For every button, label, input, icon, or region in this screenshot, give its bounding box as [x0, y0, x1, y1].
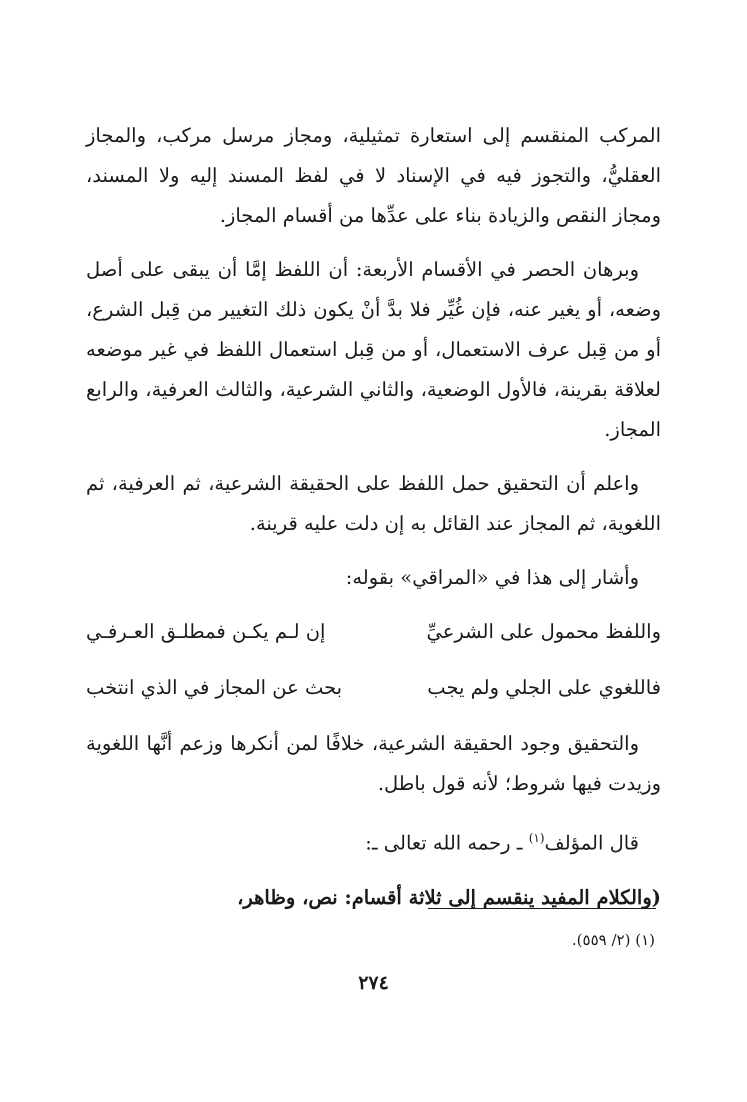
paragraph-7: (والكلام المفيد ينقسم إلى ثلاثة أقسام: نص، وظاهر،: [237, 885, 661, 909]
author-invocation: ـ رحمه الله تعالى ـ:: [365, 831, 529, 855]
verse-2-second-hemistich: بحث عن المجاز في الذي انتخب: [86, 676, 343, 699]
footnote-marker: (١): [528, 831, 545, 845]
page-number: ٢٧٤: [358, 972, 389, 994]
verse-2-first-hemistich: فاللغوي على الجلي ولم يجب: [427, 676, 661, 699]
paragraph-4: وأشار إلى هذا في «المراقي» بقوله:: [345, 566, 639, 589]
paragraph-5: والتحقيق وجود الحقيقة الشرعية، خلافًا لمن أنكرها وزعم أنَّها اللغوية وزيدت فيها شروط؛ لأنه قول باطل.: [86, 732, 661, 795]
main-text: [86, 116, 661, 932]
footnote-text: (١) (٢/ ٥٥٩).: [571, 931, 655, 949]
verse-line-2: [86, 668, 661, 708]
paragraph-1: المركب المنقسم إلى استعارة تمثيلية، ومجاز مرسل مركب، والمجاز العقليُّ، والتجوز فيه في الإسناد لا في لفظ المسند إليه ولا المسند، ومجاز النقص والزيادة بناء على عدِّها من أقسام المجاز.: [86, 124, 661, 227]
verse-line-1: [86, 612, 661, 652]
verse-1-first-hemistich: واللفظ محمول على الشرعيِّ: [426, 620, 661, 643]
paragraph-6: [86, 818, 661, 864]
paragraph-2: وبرهان الحصر في الأقسام الأربعة: أن اللفظ إمَّا أن يبقى على أصل وضعه، أو يغير عنه، فإن غُيِّر فلا بدَّ أنْ يكون ذلك التغيير من قِبل الشرع، أو من قِبل عرف الاستعمال، أو من قِبل استعمال اللفظ في غير موضعه لعلاقة بقرينة، فالأول الوضعية، والثاني الشرعية، والثالث العرفية، والرابع المجاز.: [86, 258, 661, 441]
verse-1-second-hemistich: إن لـم يكـن فمطلـق العـرفـي: [86, 620, 326, 643]
paragraph-3: واعلم أن التحقيق حمل اللفظ على الحقيقة الشرعية، ثم العرفية، ثم اللغوية، ثم المجاز عند القائل به إن دلت عليه قرينة.: [86, 472, 661, 535]
footnote-separator: [428, 908, 656, 909]
author-label: قال المؤلف: [544, 831, 639, 855]
